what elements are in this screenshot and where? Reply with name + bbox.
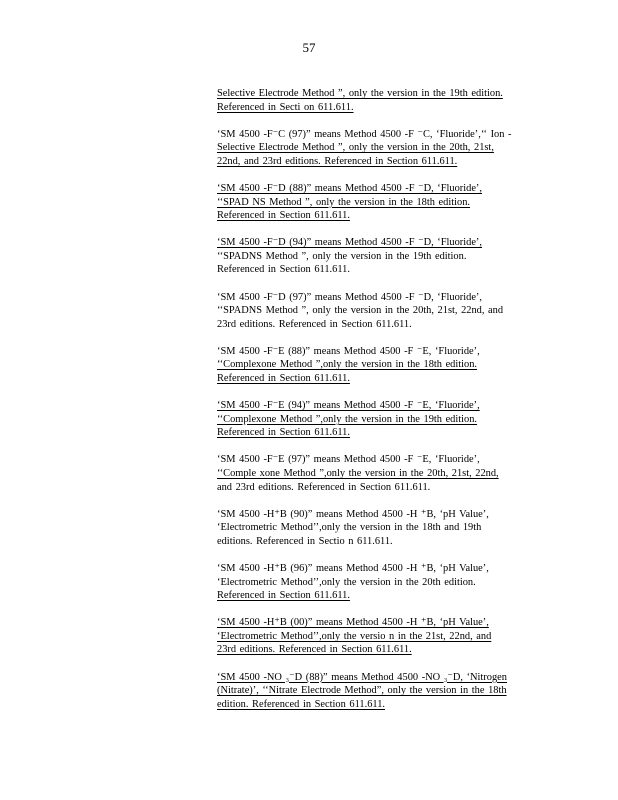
definition-entry (217, 508, 545, 549)
entry-line: ‘‘SPAD NS Method ”, only the version in the 18th edition. (217, 196, 471, 208)
entry-line: (Nitrate)’, ‘‘Nitrate Electrode Method”, only the version in the 18th (217, 685, 507, 697)
entry-line: ‘SM 4500 -H⁺B (00)” means Method 4500 -H ⁺B, ‘pH Value’, (217, 617, 489, 629)
entry-line: ‘SM 4500 -NO ₃⁻D (88)” means Method 4500 -NO ₃⁻D, ‘Nitrogen (217, 671, 507, 683)
entry-line: edition. Referenced in Section 611.611. (217, 698, 385, 710)
entry-line: ‘SM 4500 -H⁺B (90)” means Method 4500 -H ⁺B, ‘pH Value’, (217, 508, 489, 520)
entry-line: 23rd editions. Referenced in Section 611.611. (217, 318, 412, 330)
entry-line: and 23rd editions. Referenced in Section 611.611. (217, 481, 431, 493)
definition-entry (217, 453, 545, 494)
entry-line: ‘‘Comple xone Method ”,only the version in the 20th, 21st, 22nd, (217, 467, 499, 479)
definition-entry (217, 236, 545, 277)
document-body (217, 87, 545, 725)
entry-line: ‘SM 4500 -H⁺B (96)” means Method 4500 -H ⁺B, ‘pH Value’, (217, 562, 489, 574)
entry-line: editions. Referenced in Sectio n 611.611. (217, 535, 393, 547)
entry-line: Selective Electrode Method ”, only the version in the 19th edition. (217, 88, 503, 99)
entry-line: Referenced in Section 611.611. (217, 210, 350, 222)
page-number: 57 (302, 40, 316, 55)
entry-line: ‘‘Complexone Method ”,only the version in the 18th edition. (217, 359, 478, 371)
entry-line: ‘‘SPADNS Method ”, only the version in the 20th, 21st, 22nd, and (217, 305, 504, 317)
entry-line: Referenced in Section 611.611. (217, 427, 350, 439)
entry-line: ‘SM 4500 -F⁻D (94)” means Method 4500 -F ⁻D, ‘Fluoride’, (217, 237, 482, 249)
entry-line: ‘SM 4500 -F⁻D (88)” means Method 4500 -F ⁻D, ‘Fluoride’, (217, 182, 482, 194)
entry-line: ‘SM 4500 -F⁻C (97)” means Method 4500 -F ⁻C, ‘Fluoride’,‘‘ Ion - (217, 128, 512, 140)
entry-line: ‘SM 4500 -F⁻D (97)” means Method 4500 -F ⁻D, ‘Fluoride’, (217, 291, 482, 303)
entry-line: Referenced in Secti on 611.611. (217, 101, 354, 113)
entry-line: ‘Electrometric Method’’,only the version in the 20th edition. (217, 576, 476, 588)
definition-entry (217, 671, 545, 712)
entry-line: ‘‘Complexone Method ”,only the version in the 19th edition. (217, 413, 478, 425)
entry-line: ‘SM 4500 -F⁻E (88)” means Method 4500 -F ⁻E, ‘Fluoride’, (217, 345, 480, 357)
entry-line: Referenced in Section 611.611. (217, 590, 350, 602)
entry-line: 23rd editions. Referenced in Section 611.611. (217, 644, 412, 656)
entry-line: Selective Electrode Method ”, only the version in the 20th, 21st, (217, 142, 494, 154)
definition-entry (217, 87, 545, 114)
definition-entry (217, 291, 545, 332)
entry-line: ‘‘SPADNS Method ”, only the version in the 19th edition. (217, 250, 467, 262)
definition-entry (217, 345, 545, 386)
entry-line: ‘SM 4500 -F⁻E (94)” means Method 4500 -F ⁻E, ‘Fluoride’, (217, 400, 480, 412)
definition-entry (217, 182, 545, 223)
entry-line: ‘Electrometric Method’’,only the versio n in the 21st, 22nd, and (217, 630, 492, 642)
entry-line: 22nd, and 23rd editions. Referenced in Section 611.611. (217, 155, 458, 167)
entry-line: ‘Electrometric Method’’,only the version in the 18th and 19th (217, 522, 482, 534)
entry-line: ‘SM 4500 -F⁻E (97)” means Method 4500 -F ⁻E, ‘Fluoride’, (217, 454, 480, 466)
definition-entry (217, 562, 545, 603)
entry-line: Referenced in Section 611.611. (217, 264, 350, 276)
definition-entry (217, 128, 545, 169)
definition-entry (217, 616, 545, 657)
entry-line: Referenced in Section 611.611. (217, 373, 350, 384)
definition-entry (217, 399, 545, 440)
